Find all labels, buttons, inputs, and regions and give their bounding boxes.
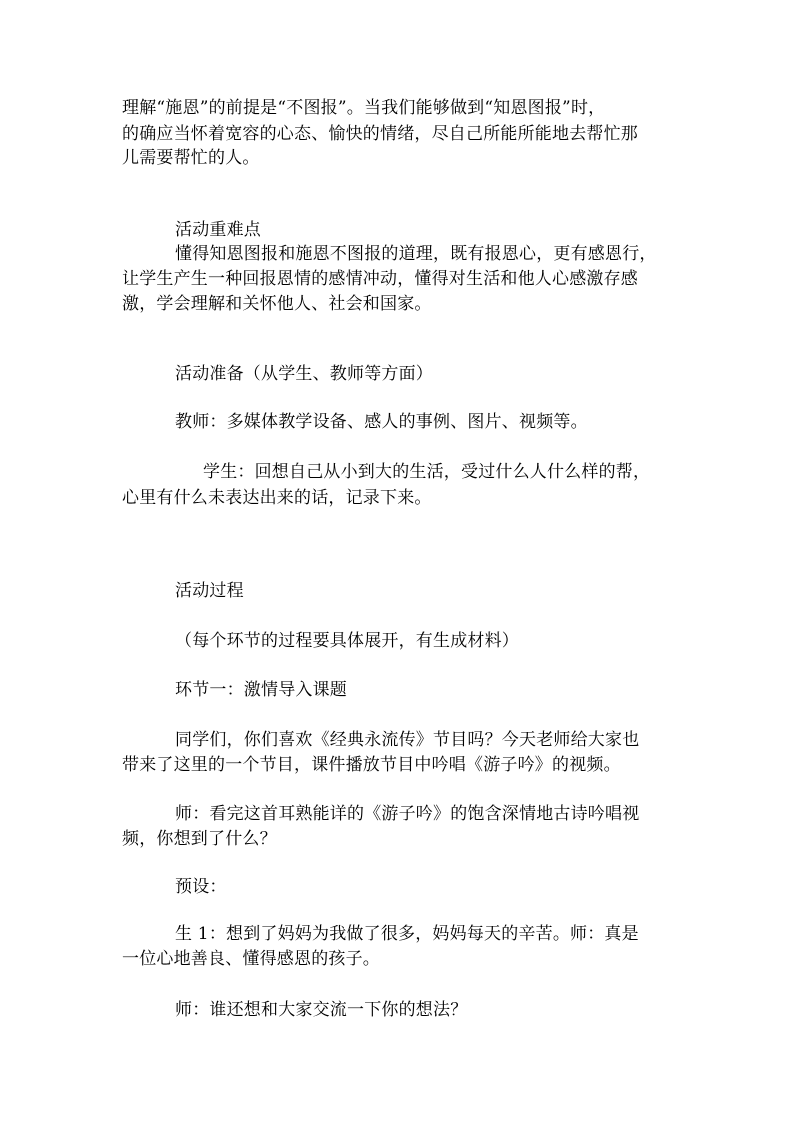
process-step-1: 环节一：激情导入课题 [175,680,347,700]
process-student-1-line-1: 生 1：想到了妈妈为我做了很多，妈妈每天的辛苦。师：真是 [175,924,639,944]
process-para-1-line-1: 同学们，你们喜欢《经典永流传》节目吗？今天老师给大家也 [175,730,640,750]
intro-line-2: 的确应当怀着宽容的心态、愉快的情绪，尽自己所能所能地去帮忙那 [122,124,638,144]
process-teacher-question: 师：谁还想和大家交流一下你的想法？ [175,1000,468,1020]
key-points-line-1: 懂得知恩图报和施恩不图报的道理，既有报恩心，更有感恩行， [175,244,657,264]
key-points-heading: 活动重难点 [175,220,261,240]
preparation-teacher: 教师：多媒体教学设备、感人的事例、图片、视频等。 [175,412,588,432]
process-heading: 活动过程 [175,581,244,601]
intro-line-1: 理解“施恩”的前提是“不图报”。当我们能够做到“知恩图报”时， [122,98,606,118]
process-para-2-line-2: 频，你想到了什么？ [122,829,277,849]
process-preset: 预设： [175,877,227,897]
preparation-heading: 活动准备（从学生、教师等方面） [175,364,433,384]
preparation-student-line-2: 心里有什么未表达出来的话，记录下来。 [122,488,432,508]
key-points-line-3: 激，学会理解和关怀他人、社会和国家。 [122,294,432,314]
process-student-1-line-2: 一位心地善良、懂得感恩的孩子。 [122,949,380,969]
process-para-2-line-1: 师：看完这首耳熟能详的《游子吟》的饱含深情地古诗吟唱视 [175,804,640,824]
intro-line-3: 儿需要帮忙的人。 [122,148,260,168]
process-note: （每个环节的过程要具体展开，有生成材料） [175,631,519,651]
preparation-student-line-1: 学生：回想自己从小到大的生活，受过什么人什么样的帮， [203,462,651,482]
key-points-line-2: 让学生产生一种回报恩情的感情冲动，懂得对生活和他人心感激存感 [122,269,638,289]
process-para-1-line-2: 带来了这里的一个节目，课件播放节目中吟唱《游子吟》的视频。 [122,755,621,775]
